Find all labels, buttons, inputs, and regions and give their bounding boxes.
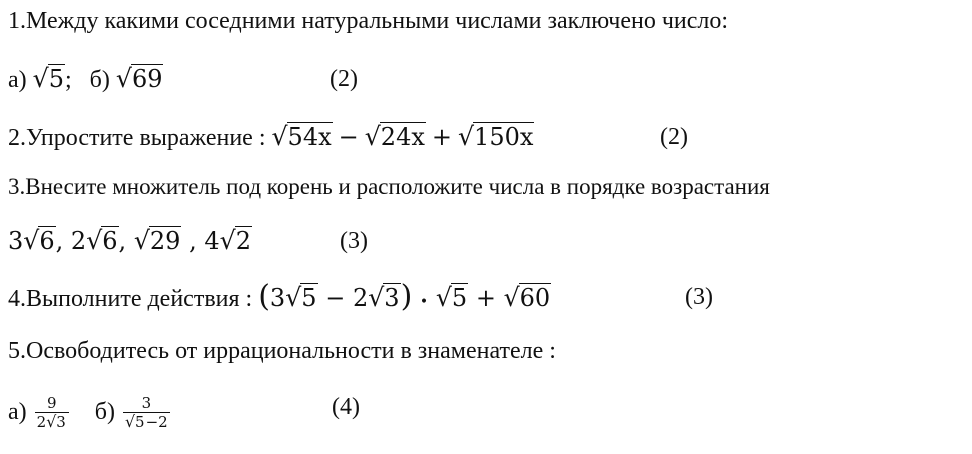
task-3-text: 3.Внесите множитель под корень и расположите числа в порядке возрастания	[8, 174, 770, 199]
comma: ,	[55, 227, 64, 255]
task-1-points: (2)	[330, 66, 358, 92]
fraction-a: $\frac{9}{2√3}$	[35, 395, 69, 431]
sqrt-expression: √24x	[364, 122, 425, 151]
option-a-label: а)	[8, 399, 27, 425]
fraction-b: $\frac{3}{√5-2}$	[125, 394, 168, 432]
sqrt-expression: √5	[32, 64, 64, 93]
task-2-text: 2.Упростите выражение :	[8, 125, 266, 151]
task-5-options	[8, 392, 172, 432]
task-3-points: (3)	[340, 228, 368, 254]
task-4-line	[8, 279, 551, 317]
task-4-text: 4.Выполните действия :	[8, 286, 253, 312]
sqrt-expression: √69	[115, 64, 163, 93]
sqrt-expression: √6	[86, 226, 118, 255]
task-5-text: 5.Освободитесь от иррациональности в знаменателе :	[8, 338, 556, 364]
minus-sign: −	[338, 123, 359, 151]
option-a-label: а)	[8, 67, 27, 93]
task-4-points: (3)	[685, 284, 713, 310]
task-2-line	[8, 122, 534, 153]
sqrt-expression: √29	[133, 226, 181, 255]
plus-sign: +	[431, 123, 452, 151]
separator: ;	[65, 67, 72, 93]
task-1-text: 1.Между какими соседними натуральными числами заключено число:	[8, 8, 729, 34]
coefficient: 4	[204, 227, 220, 255]
comma: ,	[118, 227, 127, 255]
math-expression: (3√5 − 2√3) • √5 + √60	[258, 279, 551, 314]
comma: ,	[189, 227, 197, 255]
option-b-label: б)	[89, 67, 110, 93]
coefficient: 3	[8, 227, 24, 255]
task-1-options	[8, 64, 163, 95]
sqrt-expression: √6	[23, 226, 55, 255]
option-b-label: б)	[94, 399, 115, 425]
task-3-numbers	[8, 226, 252, 256]
sqrt-expression: √150x	[457, 122, 534, 151]
coefficient: 2	[70, 227, 87, 255]
task-5-points: (4)	[332, 394, 360, 420]
sqrt-expression: √2	[219, 226, 251, 255]
sqrt-expression: √54x	[271, 122, 332, 151]
task-2-points: (2)	[660, 124, 688, 150]
